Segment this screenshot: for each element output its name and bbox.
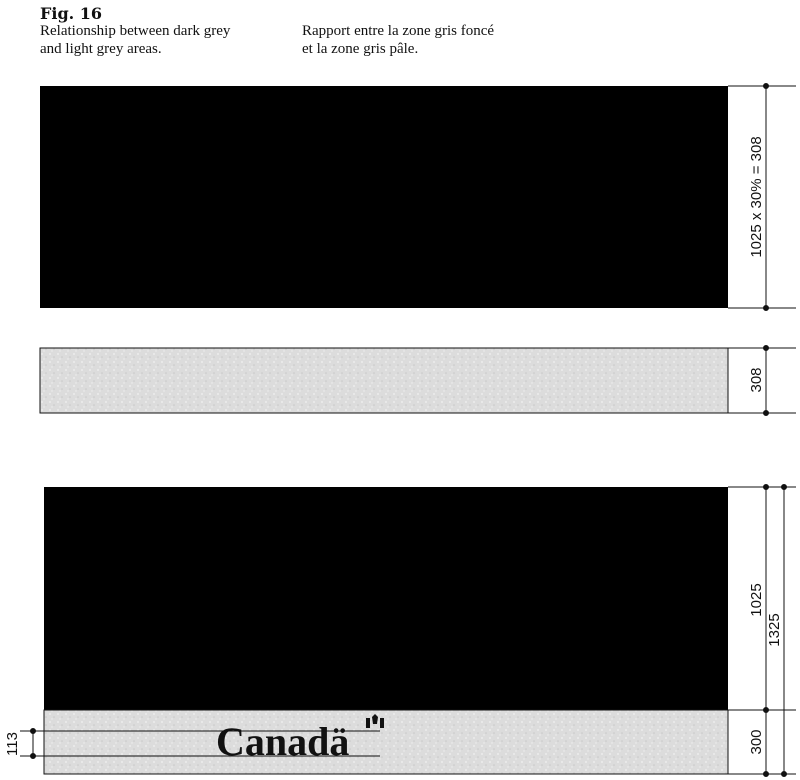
dark-area-bottom	[44, 487, 728, 710]
dimension-label-bottom-light: 300	[748, 729, 765, 755]
dimension-label-top-dark: 1025 x 30% = 308	[748, 136, 765, 258]
light-area-bottom	[44, 710, 728, 774]
caption-english: Relationship between dark grey and light grey areas.	[40, 23, 231, 57]
dimension-label-bottom-total: 1325	[766, 613, 783, 647]
dimension-label-bottom-dark: 1025	[748, 583, 765, 617]
dimension-label-wordmark: 113	[4, 732, 21, 756]
dimension-label-top-light: 308	[748, 367, 765, 393]
figure-label: Fig. 16	[40, 4, 103, 23]
dark-area-top	[40, 86, 728, 308]
light-area-top	[40, 348, 728, 413]
canada-wordmark: Canadä	[216, 719, 350, 764]
caption-french: Rapport entre la zone gris foncé et la zone gris pâle.	[302, 23, 495, 57]
